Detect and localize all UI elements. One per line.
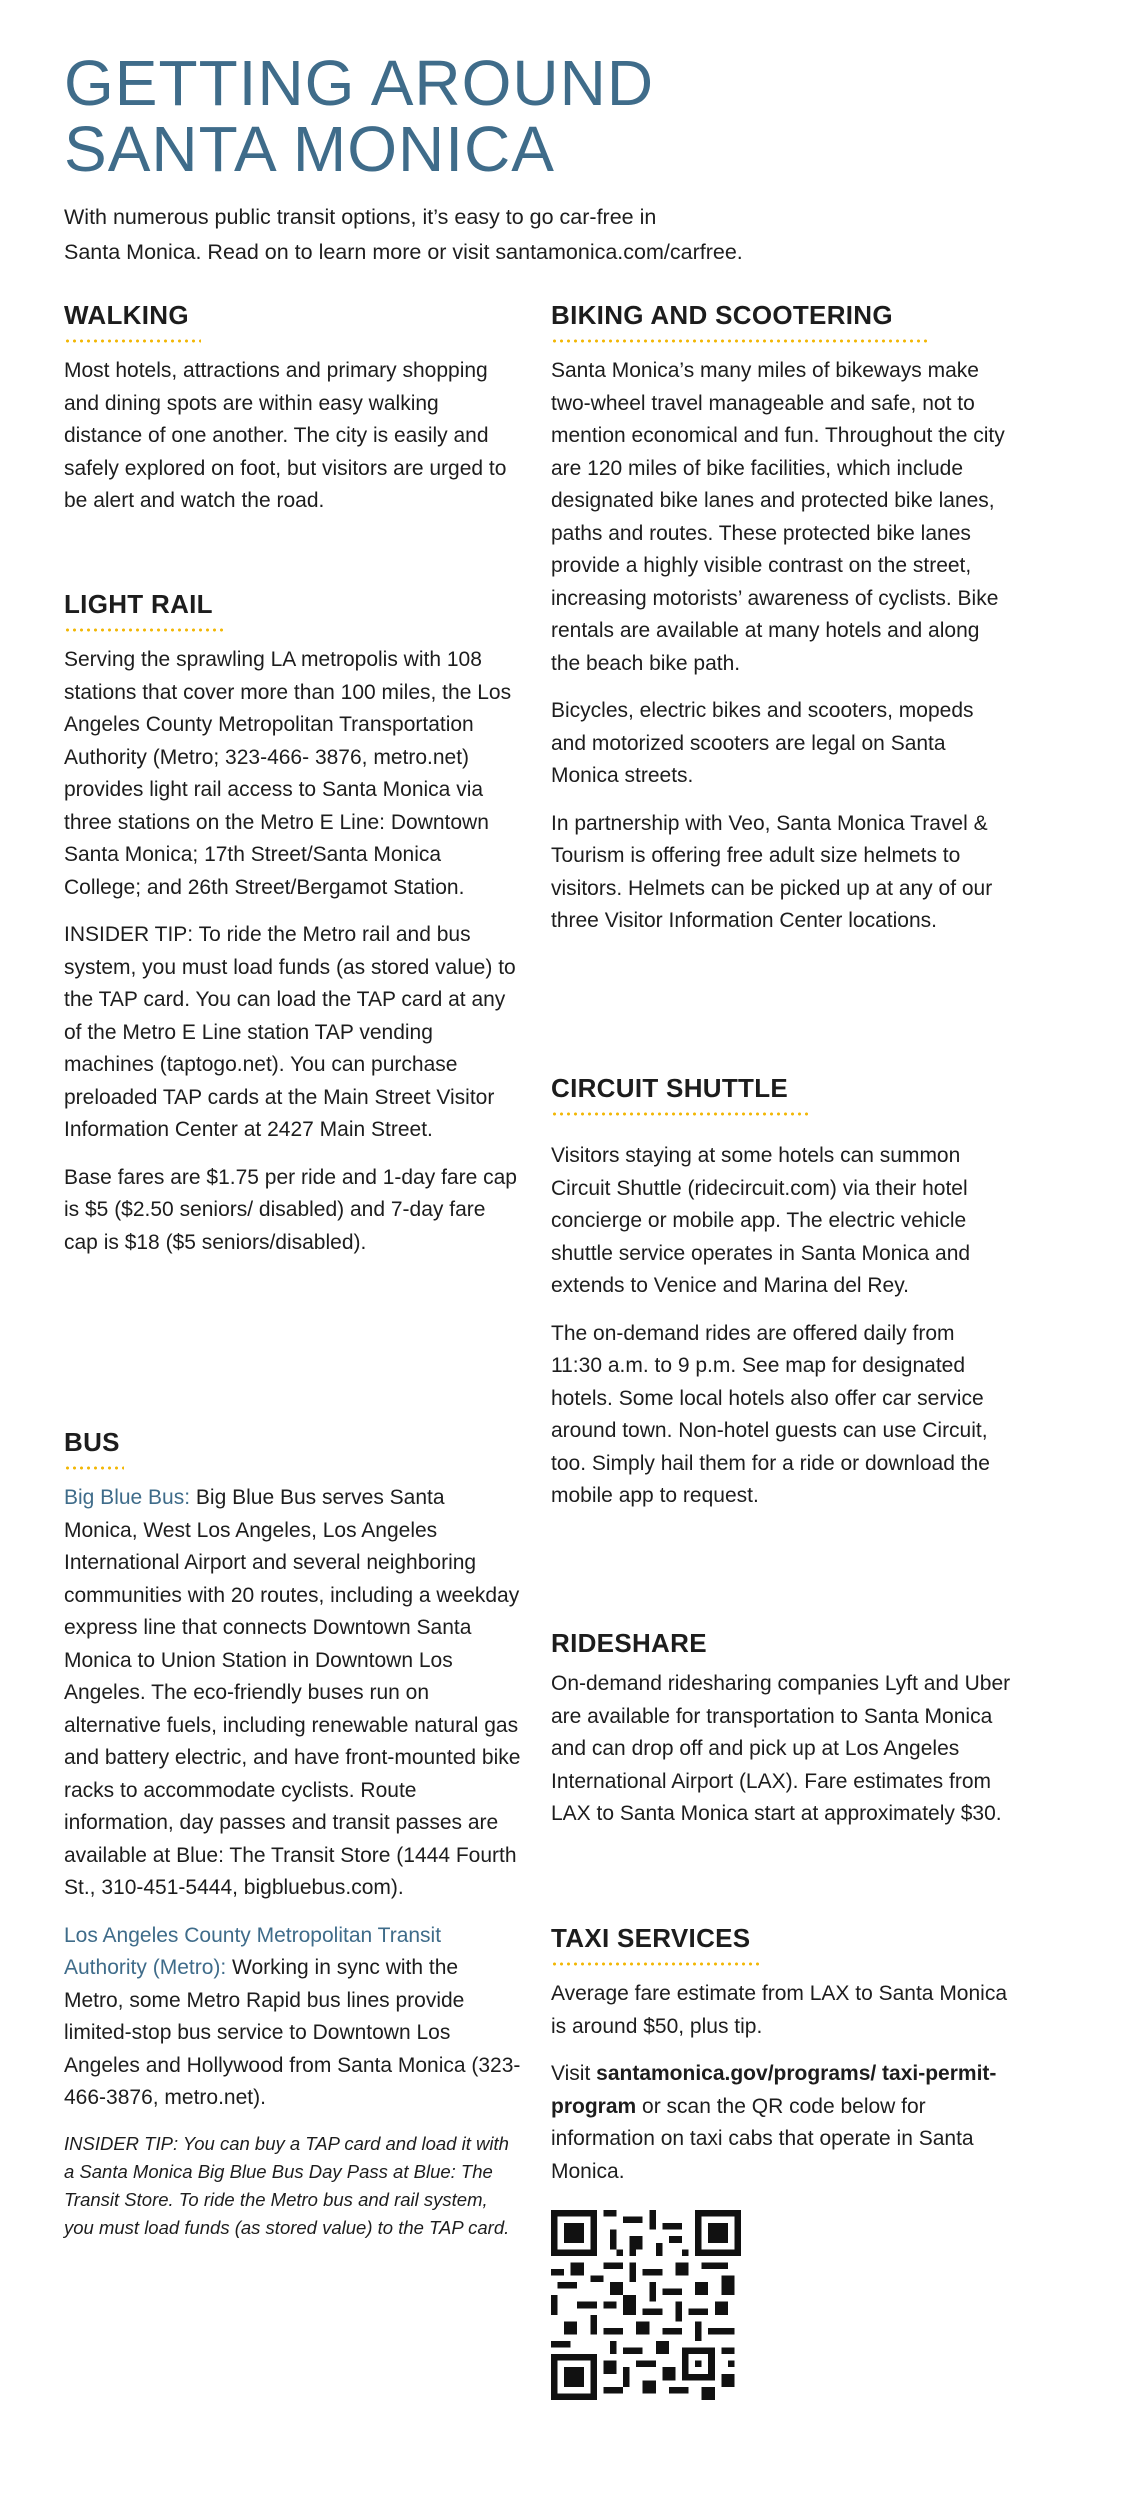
section-circuit-shuttle — [551, 1073, 1011, 1628]
metro-body: Working in sync with the Metro, some Metro Rapid bus lines provide limited-stop bus service to Downtown Los Angeles and Hollywood from Santa Monica (323-466-3876, metro.net). — [64, 1956, 521, 2109]
big-blue-bus-label: Big Blue Bus: — [64, 1486, 191, 1509]
bus-insider-tip: INSIDER TIP: You can buy a TAP card and load it with a Santa Monica Big Blue Bus Day Pass at Blue: The Transit Store. To ride the Metro bus and rail system, you must load funds (as stored value) to the TAP card. — [64, 2132, 510, 2238]
metro-label: Los Angeles County Metropolitan Transit Authority (Metro): — [64, 1923, 442, 1979]
biking-body-2: Bicycles, electric bikes and scooters, mopeds and motorized scooters are legal on Santa Monica streets. — [551, 699, 974, 787]
heading-biking: BIKING AND SCOOTERING — [551, 300, 893, 330]
heading-rideshare: RIDESHARE — [551, 1628, 707, 1658]
light-rail-insider-tip — [64, 919, 522, 1147]
heading-light-rail: LIGHT RAIL — [64, 589, 213, 619]
section-light-rail — [64, 589, 522, 1427]
biking-body-1: Santa Monica’s many miles of bikeways make two-wheel travel manageable and safe, not to mention economical and fun. Throughout the city are 120 miles of bike facilities, which include designated bike lanes and protected bike lanes, paths and routes. These protected bike lanes provide a highly visible contrast on the street, increasing motorists’ awareness of cyclists. Bike rentals are available at many hotels and along the beach bike path. — [551, 359, 1005, 675]
light-rail-fares: Base fares are $1.75 per ride and 1-day fare cap is $5 ($2.50 seniors/ disabled) and 7-day fare cap is $18 ($5 seniors/disabled). — [64, 1165, 517, 1254]
insider-tip-label: INSIDER TIP: — [64, 923, 194, 946]
taxi-visit-text: Visit — [551, 2062, 597, 2085]
right-column — [551, 300, 1011, 2400]
big-blue-bus-body: Big Blue Bus serves Santa Monica, West Los Angeles, Los Angeles International Airport and several neighboring communities with 20 routes, including a weekday express line that connects Downtown Santa Monica to Union Station in Downtown Los Angeles. The eco-friendly buses run on alternative fuels, including renewable natural gas and battery electric, and have front-mounted bike racks to accommodate cyclists. Route information, day passes and transit passes are available at Blue: The Transit Store (1444 Fourth St., 310-451-5444, bigbluebus.com). — [64, 1486, 521, 1899]
rideshare-body: On-demand ridesharing companies Lyft and Uber are available for transportation to Santa Monica and can drop off and pick up at Los Angeles International Airport (LAX). Fare estimates from LAX to Santa Monica start at approximately $30. — [551, 1672, 1011, 1825]
section-rideshare — [551, 1628, 1011, 1923]
page-title — [64, 47, 1064, 185]
dotted-divider — [551, 339, 927, 343]
metro-text — [64, 1920, 522, 2115]
walking-body: Most hotels, attractions and primary shopping and dining spots are within easy walking distance of one another. The city is easily and safely explored on foot, but visitors are urged to be alert and watch the road. — [64, 359, 507, 512]
section-bus — [64, 1427, 522, 2242]
heading-bus: BUS — [64, 1427, 120, 1457]
left-column — [64, 300, 522, 2257]
dotted-divider — [551, 1112, 809, 1116]
dotted-divider — [64, 1466, 124, 1470]
intro-text — [64, 200, 1064, 270]
section-walking — [64, 300, 522, 589]
heading-walking: WALKING — [64, 300, 189, 330]
intro-line-1: With numerous public transit options, it’s easy to go car-free in — [64, 205, 657, 229]
title-line-2: SANTA MONICA — [64, 113, 555, 185]
intro-line-2: Santa Monica. Read on to learn more or visit santamonica.com/carfree. — [64, 240, 743, 264]
section-taxi — [551, 1923, 1011, 2400]
biking-body-3: In partnership with Veo, Santa Monica Travel & Tourism is offering free adult size helmets to visitors. Helmets can be picked up at any of our three Visitor Information Center locations. — [551, 811, 993, 932]
light-rail-body: Serving the sprawling LA metropolis with 108 stations that cover more than 100 miles, the Los Angeles County Metropolitan Transportation Authority (Metro; 323-466- 3876, metro.net) provides light rail access to Santa Monica via three stations on the Metro E Line: Downtown Santa Monica; 17th Street/Santa Monica College; and 26th Street/Bergamot Station. — [64, 648, 512, 899]
dotted-divider — [64, 628, 223, 632]
title-line-1: GETTING AROUND — [64, 47, 655, 119]
qr-code-icon[interactable] — [551, 2210, 741, 2400]
taxi-permit-link[interactable]: santamonica.gov/programs/ taxi-permit-program — [551, 2062, 997, 2118]
taxi-body-2 — [551, 2058, 1011, 2188]
dotted-divider — [64, 339, 201, 343]
heading-taxi: TAXI SERVICES — [551, 1923, 751, 1953]
taxi-body-1: Average fare estimate from LAX to Santa Monica is around $50, plus tip. — [551, 1982, 1008, 2038]
circuit-body-2: The on-demand rides are offered daily from 11:30 a.m. to 9 p.m. See map for designated hotels. Some local hotels also offer car service around town. Non-hotel guests can use Circuit, too. Simply hail them for a ride or download the mobile app to request. — [551, 1321, 990, 1507]
circuit-body-1: Visitors staying at some hotels can summon Circuit Shuttle (ridecircuit.com) via their hotel concierge or mobile app. The electric vehicle shuttle service operates in Santa Monica and extends to Venice and Marina del Rey. — [551, 1144, 971, 1297]
section-biking — [551, 300, 1011, 1073]
insider-tip-body: To ride the Metro rail and bus system, you must load funds (as stored value) to the TAP card. You can load the TAP card at any of the Metro E Line station TAP vending machines (taptogo.net). You can purchase preloaded TAP cards at the Main Street Visitor Information Center at 2427 Main Street. — [64, 923, 516, 1141]
big-blue-bus-text — [64, 1482, 522, 1905]
dotted-divider — [551, 1962, 761, 1966]
taxi-after-link: or scan the QR code below for information on taxi cabs that operate in Santa Monica. — [551, 2094, 974, 2183]
heading-circuit-shuttle: CIRCUIT SHUTTLE — [551, 1073, 789, 1103]
